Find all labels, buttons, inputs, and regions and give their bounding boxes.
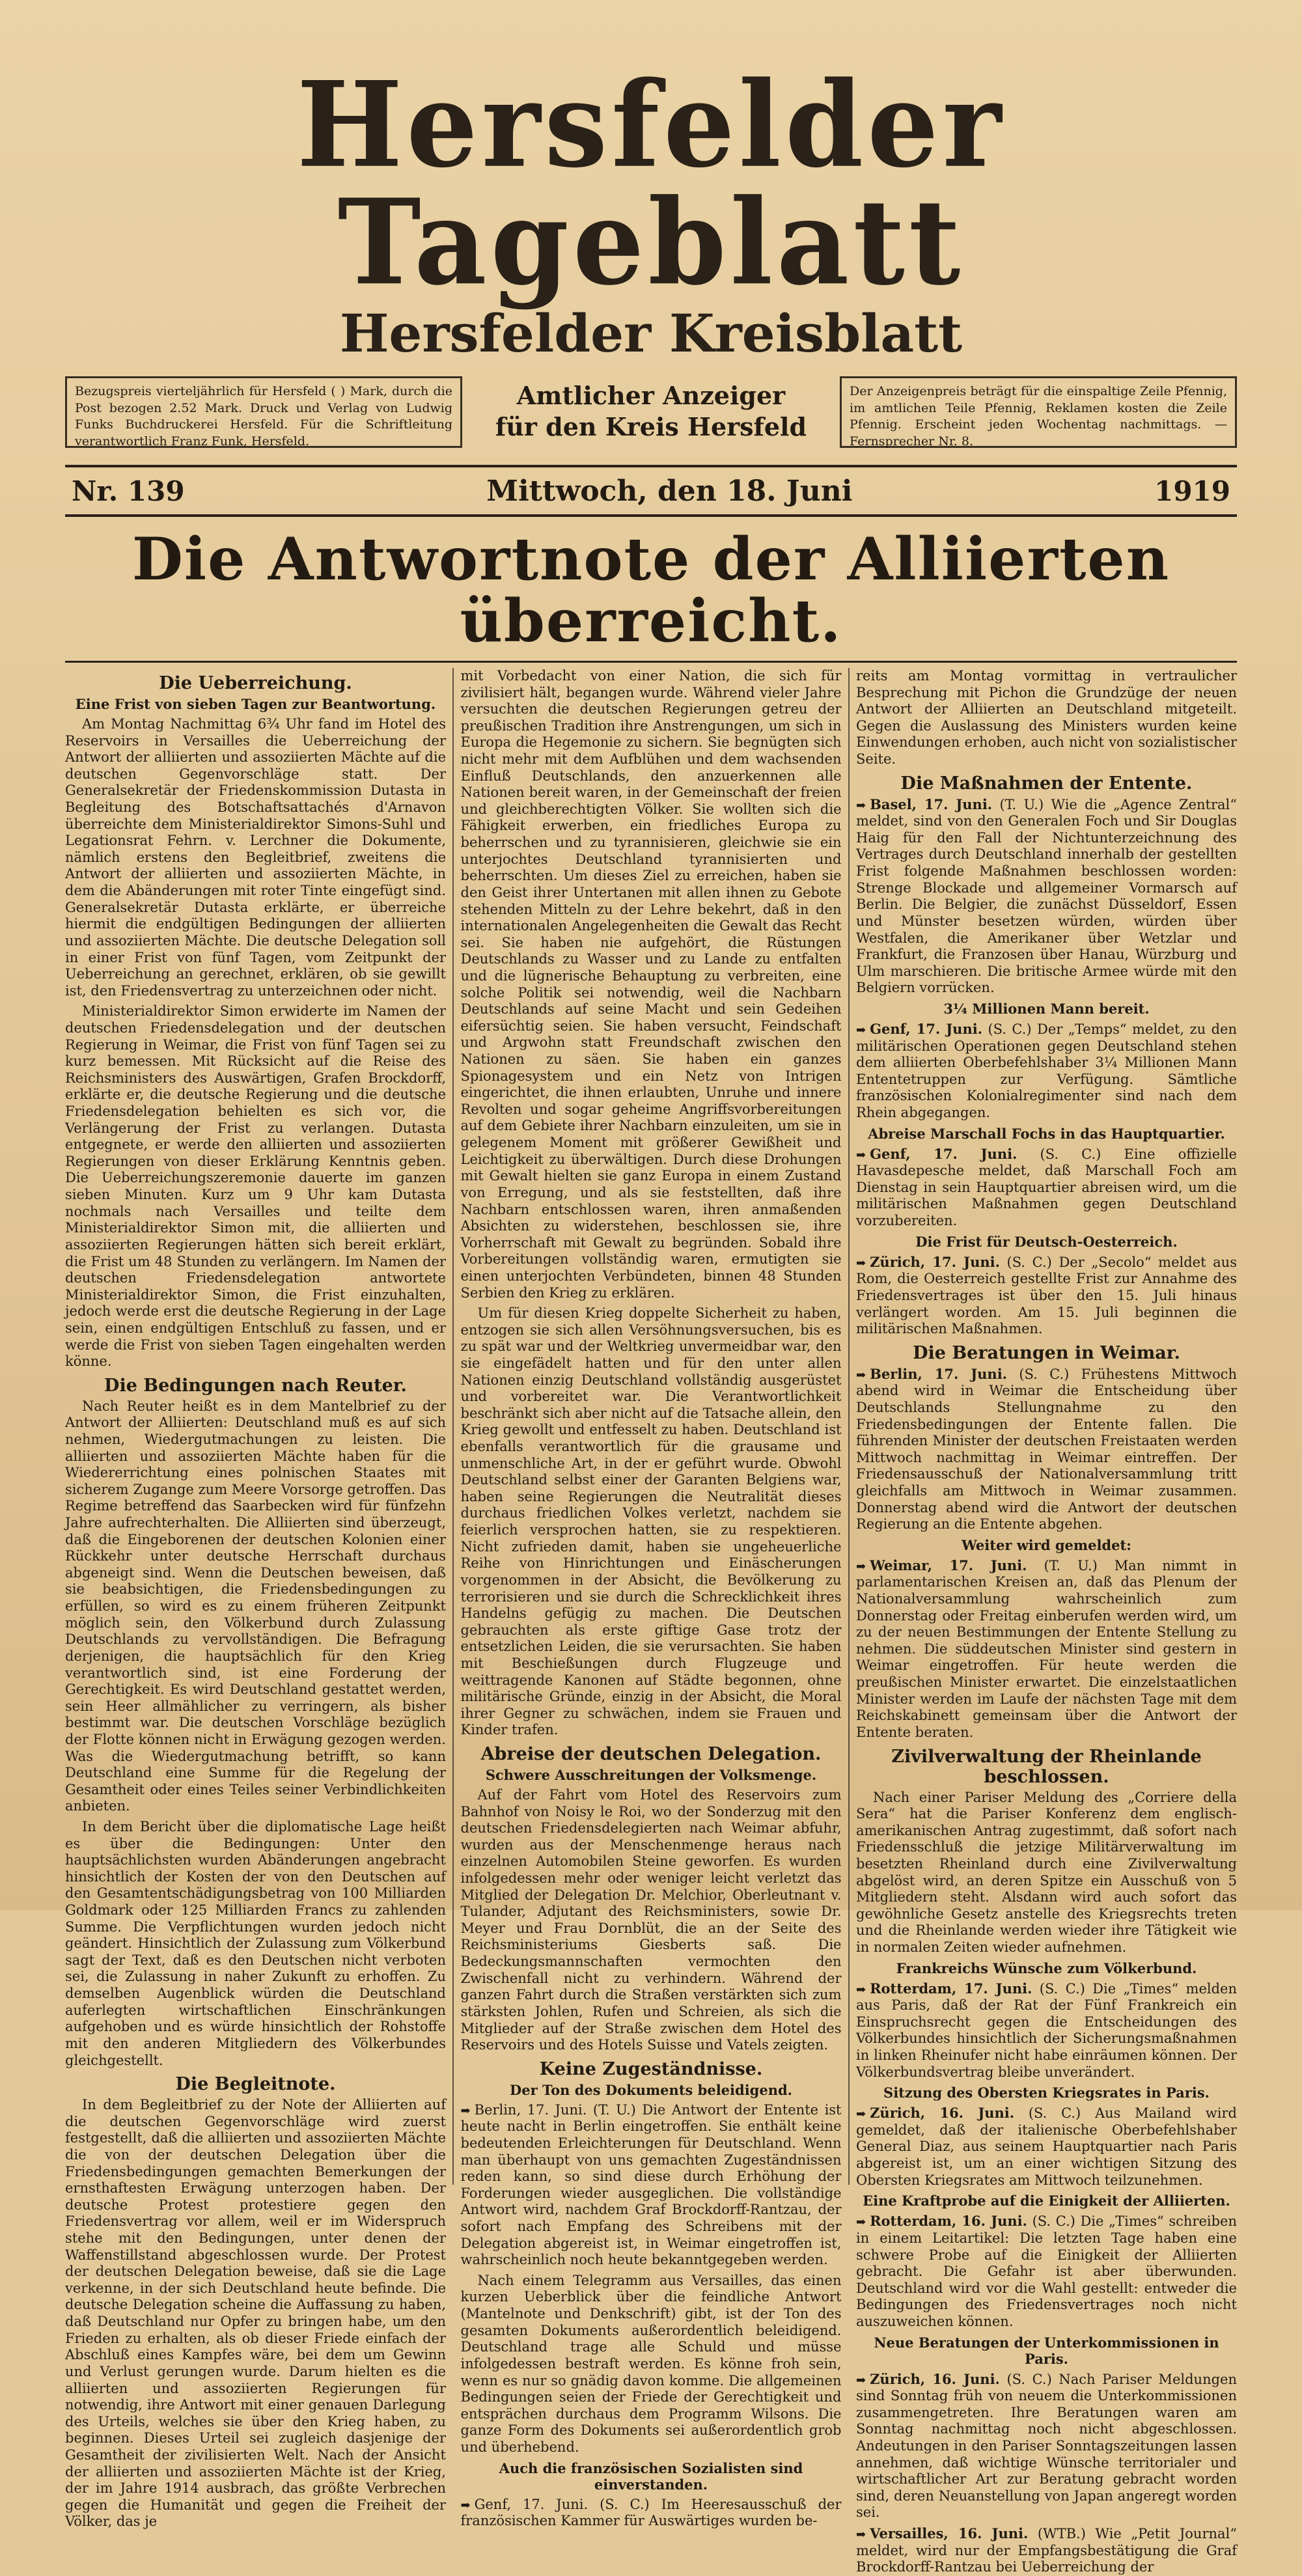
arrow-icon: ➡ — [856, 1368, 866, 1382]
issue-year: 1919 — [1154, 475, 1230, 507]
section-subtitle: Eine Frist von sieben Tagen zur Beantwortung. — [75, 696, 436, 712]
brief-subtitle: Sitzung des Obersten Kriegsrates in Paris. — [883, 2084, 1210, 2101]
issue-number: Nr. 139 — [72, 475, 185, 507]
arrow-icon: ➡ — [460, 2498, 471, 2512]
brief-subtitle: Die Frist für Deutsch-Oesterreich. — [915, 1233, 1178, 1250]
brief-dateline: Zürich, 16. Juni. — [870, 2105, 1015, 2122]
section-subtitle: Auch die französischen Sozialisten sind einverstanden. — [499, 2459, 803, 2493]
section-title: Die Bedingungen nach Reuter. — [104, 1375, 407, 1396]
column-3 — [856, 668, 1237, 2575]
arrow-icon: ➡ — [856, 2107, 866, 2122]
news-brief — [856, 1021, 1237, 1122]
section-title: Die Maßnahmen der Entente. — [900, 773, 1193, 794]
brief-subtitle: Neue Beratungen der Unterkommissionen in Paris. — [874, 2334, 1219, 2367]
arrow-icon: ➡ — [856, 1982, 866, 1997]
brief-text: (S. C.) Die „Times“ melden aus Paris, daß der Rat der Fünf Frankreich ein Einspruchsrecht gegen die Entscheidungen des Völkerbundes hinsichtlich der Sicherungsmaßnahmen in linken Rheinufer nicht habe einräumen können. Der Völkerbundsvertrag bleibe unverändert. — [856, 1980, 1237, 2080]
brief-subtitle: Abreise Marschall Fochs in das Hauptquartier. — [868, 1125, 1225, 1142]
arrow-icon: ➡ — [856, 798, 866, 812]
article-paragraph: Ministerialdirektor Simon erwiderte im Namen der deutschen Friedensdelegation und der deutschen Regierung in Weimar, die Frist von fünf Tagen sei zu kurz bemessen. Mit Rücksicht auf die Reise des Reichsministers des Auswärtigen, Grafen Brockdorff, erklärte er, die deutsche Regierung und die deutsche Friedensdelegation behielten es sich vor, die Verlängerung der Frist zu verlangen. Dutasta entgegnete, er werde den alliierten und assoziierten Regierungen von dieser Erklärung Kenntnis geben. Die Ueberreichungszeremonie dauerte im ganzen sieben Minuten. Kurz um 9 Uhr kam Dutasta nochmals nach Versailles und teilte dem Ministerialdirektor Simon mit, die alliierten und assoziierten Regierungen hätten sich bereit erklärt, die Frist um 48 Stunden zu verlängern. Im Namen der deutschen Friedensdelegation antwortete Ministerialdirektor Simon, die Frist einzuhalten, jedoch werde erst die deutsche Regierung in der Lage sein, einen endgültigen Entschluß zu fassen, und er werde die Frist von sieben Tagen eingehalten werden könne. — [65, 1003, 446, 1370]
brief-dateline: Zürich, 17. Juni. — [870, 1253, 1000, 1270]
section-title: Die Begleitnote. — [175, 2074, 336, 2095]
article-paragraph: Am Montag Nachmittag 6¾ Uhr fand im Hotel des Reservoirs in Versailles die Ueberreichung der Antwort der alliierten und assoziierten Mächte auf die deutschen Gegenvorschläge statt. Der Generalsekretär der Friedenskommission Dutasta in Begleitung des Botschaftsattachés d'Arnavon überreichte dem Ministerialdirektor Simons-Suhl und Legationsrat Fehrn. v. Lerchner die Dokumente, nämlich erstens den Begleitbrief, zweitens die Antwort der alliierten und assoziierten Mächte, in dem die Abänderungen mit roter Tinte eingefügt sind. Generalsekretär Dutasta erklärte, er überreiche hiermit die endgültigen Bedingungen der alliierten und assoziierten Mächte. Die deutsche Delegation soll in einer Frist von fünf Tagen, vom Zeitpunkt der Ueberreichung an gerechnet, erklären, ob sie gewillt ist, den Friedensvertrag zu unterzeichnen oder nicht. — [65, 716, 446, 999]
brief-text: (S. C.) Der „Secolo“ meldet aus Rom, die Oesterreich gestellte Frist zur Annahme des Friedensvertrages ist über den 15. Juli hinaus verlängert worden. Am 15. Juli beginnen die militärischen Maßnahmen. — [856, 1254, 1237, 1337]
brief-dateline: Basel, 17. Juni. — [870, 796, 993, 812]
arrow-icon: ➡ — [856, 1256, 866, 1270]
article-paragraph: Nach einem Telegramm aus Versailles, das einen kurzen Ueberblick über die feindliche Antwort (Mantelnote und Denkschrift) gibt, ist der Ton des gesamten Dokuments außerordentlich beleidigend. Deutschland trage alle Schuld und müsse infolgedessen bestraft werden. Es könne froh sein, wenn es nur so gnädig davon komme. Die allgemeinen Bedingungen seien der Friede der Gerechtigkeit und entsprächen durchaus dem Programm Wilsons. Die ganze Form des Dokuments sei außerordentlich grob und überhebend. — [460, 2272, 842, 2455]
section-title: Zivilverwaltung der Rheinlande beschlossen. — [891, 1746, 1202, 1787]
section-subtitle: Der Ton des Dokuments beleidigend. — [510, 2081, 792, 2098]
news-brief — [856, 2371, 1237, 2521]
section-title: Abreise der deutschen Delegation. — [480, 1744, 822, 1764]
headline-rule — [65, 661, 1237, 663]
brief-dateline: Rotterdam, 17. Juni. — [870, 1980, 1032, 1997]
subscription-info-box: Bezugspreis vierteljährlich für Hersfeld ( ) Mark, durch die Post bezogen 2.52 Mark. Druck und Verlag von Ludwig Funks Buchdruckerei Hersfeld. Für die Schriftleitung verantwortlich Franz Funk, Hersfeld. — [65, 376, 462, 448]
brief-dateline: Versailles, 16. Juni. — [870, 2525, 1029, 2542]
news-brief — [856, 2213, 1237, 2330]
article-columns — [65, 668, 1237, 2575]
brief-text: (S. C.) Aus Mailand wird gemeldet, daß der italienische Oberbefehlshaber General Diaz, aus seinem Hauptquartier nach Paris abgereist ist, um an einer wichtigen Sitzung des Obersten Kriegsrates am Mittwoch teilzunehmen. — [856, 2105, 1237, 2188]
arrow-icon: ➡ — [856, 2373, 866, 2387]
dateline-bar — [65, 465, 1237, 517]
article-paragraph — [461, 2102, 842, 2269]
brief-dateline: Genf, 17. Juni. — [870, 1020, 983, 1037]
brief-text: (S. C.) Frühestens Mittwoch abend wird in Weimar die Entscheidung über Deutschlands Stellungnahme zu den Friedensbedingungen der Entente fallen. Die führenden Minister der deutschen Freistaaten werden Mittwoch nachmittag in Weimar eintreffen. Der Friedensausschuß der Nationalversammlung tritt gleichfalls am Mittwoch in Weimar zusammen. Donnerstag abend wird die Antwort der deutschen Regierung an die Entente abgehen. — [856, 1366, 1237, 1532]
masthead-info-row — [65, 376, 1237, 448]
article-paragraph: reits am Montag vormittag in vertraulicher Besprechung mit Pichon die Grundzüge der neuen Antwort der Alliierten an Deutschland mitgeteilt. Gegen die Auslassung des Ministers wurden keine Einwendungen erhoben, auch nicht von sozialistischer Seite. — [856, 668, 1237, 768]
news-brief — [856, 2525, 1237, 2576]
brief-text: (T. U.) Wie die „Agence Zentral“ meldet, sind von den Generalen Foch und Sir Douglas Haig für den Fall der Nichtunterzeichnung des Vertrages durch Deutschland innerhalb der gestellten Frist folgende Maßnahmen beschlossen worden: Strenge Blockade und allgemeiner Vormarsch auf Berlin. Die Belgier, die zunächst Düsseldorf, Essen und Münster besetzen würden, würden über Westfalen, die Amerikaner über Wetzlar und Frankfurt, die Franzosen über Hanau, Würzburg und Ulm marschieren. Die britische Armee würde mit den Belgiern vorrücken. — [856, 796, 1237, 996]
issue-date: Mittwoch, den 18. Juni — [486, 474, 853, 508]
brief-text: (S. C.) Der „Temps“ meldet, zu den militärischen Operationen gegen Deutschland stehen dem alliierten Oberbefehlshaber 3¼ Millionen Mann Ententetruppen zur Verfügung. Sämtliche französischen Kolonialregimenter sind nach dem Rhein abgegangen. — [856, 1021, 1237, 1121]
section-subtitle: Schwere Ausschreitungen der Volksmenge. — [485, 1767, 817, 1783]
brief-dateline: Weimar, 17. Juni. — [870, 1557, 1027, 1573]
article-paragraph — [461, 2497, 842, 2530]
brief-dateline: Rotterdam, 16. Juni. — [870, 2213, 1027, 2230]
section-title: Die Beratungen in Weimar. — [913, 1342, 1180, 1363]
brief-dateline: Genf, 17. Juni. — [870, 1145, 1018, 1162]
brief-text: Genf, 17. Juni. (S. C.) Im Heeresausschuß der französischen Kammer für Auswärtiges wurden be- — [460, 2496, 842, 2529]
arrow-icon: ➡ — [856, 1559, 866, 1573]
news-brief — [856, 796, 1237, 997]
article-paragraph: Auf der Fahrt vom Hotel des Reservoirs zum Bahnhof von Noisy le Roi, wo der Sonderzug mit den deutschen Friedensdelegierten nach Weimar abfuhr, wurden aus der Menschenmenge heraus nach einzelnen Automobilen Steine geworfen. Es wurden infolgedessen mehr oder weniger leicht verletzt das Mitglied der Delegation Dr. Melchior, Oberleutnant v. Tulander, Adjutant des Reichsministers, sowie Dr. Meyer und Frau Dornblüt, die an der Seite des Reichsministeriums Giesberts saß. Die Bedeckungsmannschaften vermochten den Zwischenfall nicht zu verhindern. Während der ganzen Fahrt durch die Straßen verstärkten sich zum stärksten Johlen, Rufen und Schreien, als sich die Mitglieder auf der Straße zwischen dem Hotel des Reservoirs und des Hotels Suisse und Vatels zeigten. — [460, 1787, 842, 2053]
official-gazette-line1: Amtlicher Anzeiger — [516, 381, 786, 410]
brief-text: (WTB.) Wie „Petit Journal“ meldet, wird nur der Empfangsbestätigung die Graf Brockdorff-Rantzau bei Ueberreichung der — [856, 2526, 1237, 2575]
brief-subtitle: 3¼ Millionen Mann bereit. — [943, 1000, 1150, 1017]
brief-text: (S. C.) Eine offizielle Havasdepesche meldet, daß Marschall Foch am Dienstag in sein Hauptquartier abreisen wird, um die militärischen Maßnahmen gegen Deutschland vorzubereiten. — [856, 1146, 1237, 1229]
news-brief — [856, 1254, 1237, 1338]
brief-text: Berlin, 17. Juni. (T. U.) Die Antwort der Entente ist heute nacht in Berlin eingetroffen. Sie enthält keine bedeutenden Erleichterungen für Deutschland. Wenn man überhaupt von uns gemachten Zugeständnissen reden kann, so sind diese durch Erhöhung der Forderungen wieder ausgeglichen. Die vollständige Antwort wird, nachdem Graf Brockdorff-Rantzau, der sofort nach Empfang des Schreibens mit der Delegation abgereist ist, in Weimar eingetroffen ist, wahrscheinlich noch heute bekanntgegeben werden. — [460, 2101, 842, 2268]
official-gazette-label — [482, 376, 820, 448]
official-gazette-line2: für den Kreis Hersfeld — [495, 411, 807, 441]
masthead-title: Hersfelder Tageblatt — [296, 55, 1006, 312]
brief-dateline: Berlin, 17. Juni. — [870, 1365, 1007, 1382]
column-divider — [848, 668, 850, 2185]
brief-subtitle: Weiter wird gemeldet: — [962, 1536, 1131, 1553]
column-2 — [460, 668, 842, 2529]
article-paragraph: Um für diesen Krieg doppelte Sicherheit zu haben, entzogen sie sich allen Versöhnungsversuchen, bis es zu spät war und der Weltkrieg unvermeidbar war, den sie eingefädelt hatten und für den unter allen Nationen einzig Deutschland vollständig ausgerüstet und vorbereitet war. Die Verantwortlichkeit beschränkt sich aber nicht auf die Tatsache allein, den Krieg gewollt und entfesselt zu haben. Deutschland ist ebenfalls verantwortlich für die grausame und unmenschliche Art, in der er geführt wurde. Obwohl Deutschland selbst einer der Garanten Belgiens war, haben seine Regierungen die Neutralität dieses durchaus friedlichen Volkes verletzt, nachdem sie feierlich versprochen hatten, sie zu respektieren. Nicht zufrieden damit, haben sie ungeheuerliche Reihe von Hinrichtungen und Einäscherungen vorgenommen in der Absicht, die Bevölkerung zu terrorisieren und sie durch die Schrecklichkeit ihres Handelns gefügig zu machen. Die Deutschen gebrauchten als erste giftige Gase trotz der entsetzlichen Leiden, die sie verursachten. Sie haben mit Beschießungen durch Flugzeuge und weittragende Kanonen auf Städte begonnen, ohne militärische Gründe, einzig in der Absicht, die Moral ihrer Gegner zu schwächen, indem sie Frauen und Kinder trafen. — [460, 1305, 842, 1738]
brief-text: (T. U.) Man nimmt in parlamentarischen Kreisen an, daß das Plenum der Nationalversammlung wahrscheinlich zum Donnerstag oder Freitag einberufen werden wird, um zu der neuen Bestimmungen der Entente Stellung zu nehmen. Die süddeutschen Minister sind gestern in Weimar eingetroffen. Für heute werden die preußischen Minister erwartet. Die einzelstaatlichen Minister werden im Laufe der nächsten Tage mit dem Reichskabinett gemeinsam über die Antwort der Entente beraten. — [856, 1557, 1237, 1740]
advertising-info-box: Der Anzeigenpreis beträgt für die einspaltige Zeile Pfennig, im amtlichen Teile Pfennig, Reklamen kosten die Zeile Pfennig. Erscheint jeden Wochentag nachmittags. — Fernsprecher Nr. 8. — [840, 376, 1237, 448]
news-brief — [856, 1980, 1237, 2081]
brief-text: (S. C.) Die „Times“ schreiben in einem Leitartikel: Die letzten Tage haben eine schwere Probe auf die Einigkeit der Alliierten gebracht. Die Gefahr ist aber überwunden. Deutschland wird vor die Wahl gestellt: entweder die Bedingungen des Friedensvertrages noch nicht auszuweichen können. — [856, 2213, 1237, 2329]
article-paragraph: Nach Reuter heißt es in dem Mantelbrief zu der Antwort der Alliierten: Deutschland muß es auf sich nehmen, Wiedergutmachungen zu leisten. Die alliierten und assoziierten Mächte haben für die Wiedererrichtung eines polnischen Staates mit sicherem Zugange zum Meere Vorsorge getroffen. Das Regime betreffend das Saarbecken wird für fünfzehn Jahre aufrechterhalten. Die Alliierten sind überzeugt, daß die Eingeborenen der deutschen Kolonien einer Rückkehr unter deutsche Herrschaft durchaus abgeneigt sind. Wenn die Deutschen beweisen, daß sie beabsichtigen, die Friedensbedingungen zu erfüllen, so wird es zu einem früheren Zeitpunkt möglich sein, den Völkerbund durch Zulassung Deutschlands zu vervollständigen. Die Befragung derjenigen, die hauptsächlich für den Krieg verantwortlich sind, ist eine Forderung der Gerechtigkeit. Es wird Deutschland gestattet werden, sein Heer allmählicher zu verringern, als bisher bestimmt war. Die deutschen Vorschläge bezüglich der Flotte können nicht in Erwägung gezogen werden. Was die Wiedergutmachung betrifft, so kann Deutschland eine Summe für die Regelung der Gesamtheit oder eines Teiles seiner Verbindlichkeiten anbieten. — [65, 1398, 446, 1814]
brief-subtitle: Eine Kraftprobe auf die Einigkeit der Alliierten. — [863, 2193, 1230, 2209]
arrow-icon: ➡ — [856, 2215, 866, 2230]
article-paragraph: In dem Begleitbrief zu der Note der Alliierten auf die deutschen Gegenvorschläge wird zuerst festgestellt, daß die alliierten und assoziierten Mächte die von der deutschen Delegation über die Friedensbedingungen gemachten Bemerkungen der ernsthaftesten Erwägung unterzogen haben. Der deutsche Protest protestiere gegen den Friedensvertrag vor allem, weil er im Widerspruch stehe mit den Bedingungen, unter denen der Waffenstillstand abgeschlossen wurde. Der Protest der deutschen Delegation beweise, daß sie die Lage verkenne, in der sich Deutschland heute befinde. Die deutsche Delegation scheine die Auffassung zu haben, daß Deutschland nur Opfer zu bringen habe, um den Frieden zu erhalten, als ob dieser Friede einfach der Abschluß eines Kampfes wäre, bei dem um Gewinn und Verlust gerungen wurde. Darum hielten es die alliierten und assoziierten Regierungen für notwendig, ihre Antwort mit einer genauen Darlegung des Urteils, welches sie über den Krieg haben, zu beginnen. Dieses Urteil sei zugleich dasjenige der Gesamtheit der zivilisierten Welt. Nach der Ansicht der alliierten und assoziierten Mächte ist der Krieg, der im Jahre 1914 ausbrach, das größte Verbrechen gegen die Humanität und gegen die Freiheit der Völker, das je — [65, 2097, 446, 2530]
masthead-subtitle: Hersfelder Kreisblatt — [339, 303, 963, 364]
brief-text: (S. C.) Nach Pariser Meldungen sind Sonntag früh von neuem die Unterkommissionen zusammengetreten. Ihre Beratungen waren am Sonntag nachmittag noch nicht abgeschlossen. Andeutungen in den Pariser Sonntagszeitungen lassen annehmen, daß wichtige Wünsche territorialer und wirtschaftlicher Art zur Beratung gebracht worden sind, deren Neuanstellung von Japan angeregt worden sei. — [856, 2371, 1237, 2521]
article-paragraph: Nach einer Pariser Meldung des „Corriere della Sera“ hat die Pariser Konferenz dem englisch-amerikanischen Antrag zugestimmt, daß sofort nach Friedensschluß die jetzige Militärverwaltung im besetzten Rheinland durch eine Zivilverwaltung abgelöst wird, an deren Spitze ein Ausschuß von 5 Mitgliedern steht. Alsdann wird auch sofort das gewöhnliche Gesetz anstelle des Kriegsrechts treten und die Rheinlande werden wieder ihre Tätigkeit wie in normalen Zeiten wieder aufnehmen. — [856, 1789, 1237, 1955]
arrow-icon: ➡ — [856, 1023, 866, 1037]
arrow-icon: ➡ — [856, 1148, 866, 1162]
arrow-icon: ➡ — [856, 2528, 866, 2542]
section-title: Die Ueberreichung. — [159, 673, 352, 693]
news-brief — [856, 1557, 1237, 1741]
news-brief — [856, 1146, 1237, 1230]
news-brief — [856, 1366, 1237, 1533]
article-paragraph: In dem Bericht über die diplomatische Lage heißt es über die Bedingungen: Unter den hauptsächlichsten wurden Abänderungen angebracht hinsichtlich der Kosten der von den Deutschen auf den Gesamtentschädigungsbetrag von 100 Milliarden Goldmark oder 125 Milliarden Francs zu zahlenden Summe. Die Verpflichtungen wurden jedoch nicht geändert. Hinsichtlich der Zulassung zum Völkerbund sagt der Text, daß es den Deutschen nicht verboten sei, die Zulassung in naher Zukunft zu erhoffen. Zu demselben Augenblick würden die Deutschland auferlegten wirtschaftlichen Einschränkungen aufgehoben und es würde hinsichtlich der Rohstoffe mit den anderen Mitgliedern des Völkerbundes gleichgestellt. — [65, 1819, 446, 2068]
main-headline: Die Antwortnote der Alliierten überreicht. — [132, 525, 1170, 656]
brief-dateline: Zürich, 16. Juni. — [870, 2370, 1000, 2387]
column-divider — [452, 668, 454, 2185]
arrow-icon: ➡ — [460, 2103, 471, 2118]
news-brief — [856, 2105, 1237, 2189]
column-1 — [65, 668, 446, 2530]
article-paragraph: mit Vorbedacht von einer Nation, die sich für zivilisiert hält, begangen wurde. Während vieler Jahre versuchten die deutschen Regierungen getreu der preußischen Tradition ihre Anstrengungen, um sich in Europa die Hegemonie zu sichern. Sie begnügten sich nicht mehr mit dem Aufblühen und dem wachsenden Einfluß Deutschlands, den anzuerkennen alle Nationen bereit waren, in der Gemeinschaft der freien und gleichberechtigten Völker. Sie wollten sich die Fähigkeit erwerben, ein friedliches Europa zu beherrschen und zu tyrannisieren, gleichwie sie ein unterjochtes Deutschland tyrannisierten und beherrschten. Um dieses Ziel zu erreichen, haben sie den Geist ihrer Untertanen mit allen ihnen zu Gebote stehenden Mitteln zu der Lehre bekehrt, daß in den internationalen Angelegenheiten die Gewalt das Recht sei. Sie haben nie aufgehört, die Rüstungen Deutschlands zu Wasser und zu Lande zu entfalten und die lügnerische Behauptung zu verbreiten, eine solche Politik sei notwendig, weil die Nachbarn Deutschlands auf seine Macht und sein Gedeihen eifersüchtig seien. Sie haben versucht, Feindschaft und Argwohn statt Freundschaft zwischen den Nationen zu säen. Sie haben ein ganzes Spionagesystem und ein Netz von Intrigen eingerichtet, die ihnen erlaubten, Unruhe und innere Revolten und sogar geheime Angriffsvorbereitungen auf dem Gebiete ihrer Nachbarn einzuleiten, um sie in gelegenem Moment mit größerer Gewißheit und Leichtigkeit zu überwältigen. Durch diese Drohungen mit Gewalt hielten sie ganz Europa in einem Zustand von Erregung, und als sie feststellten, daß ihre Nachbarn entschlossen waren, ihren anmaßenden Absichten zu widerstehen, beschlossen sie, ihre Vorherrschaft mit Gewalt zu begründen. Sobald ihre Vorbereitungen vollständig waren, ermutigten sie einen unterjochten Verbündeten, binnen 48 Stunden Serbien den Krieg zu erklären. — [460, 668, 842, 1301]
brief-subtitle: Frankreichs Wünsche zum Völkerbund. — [896, 1960, 1197, 1976]
section-title: Keine Zugeständnisse. — [539, 2058, 763, 2079]
